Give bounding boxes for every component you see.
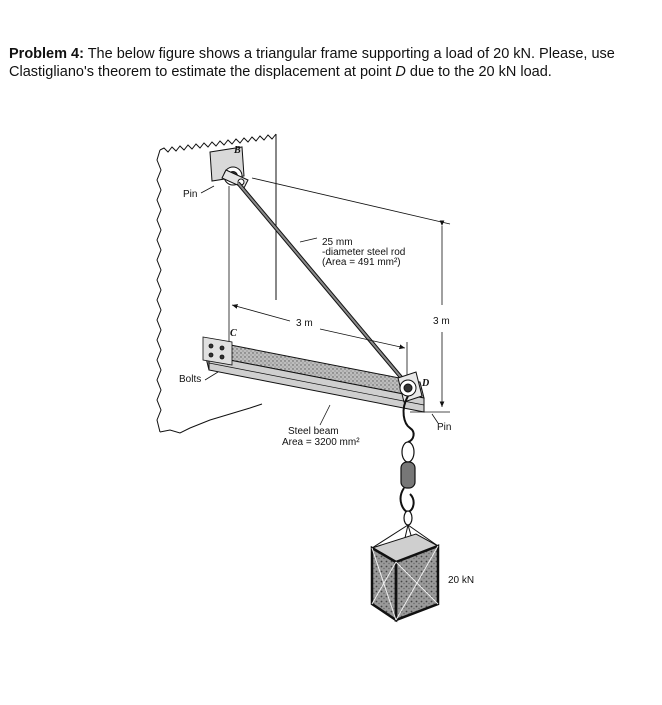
label-pin-top: Pin [183,189,198,200]
bolt-plate-c [203,337,232,365]
beam-label-line1: Steel beam [288,426,339,437]
pin-bracket-b [210,147,248,188]
rod-label-line3: (Area = 491 mm²) [322,257,401,268]
dim-vertical-label: 3 m [433,316,450,327]
label-pin-bottom: Pin [437,422,452,433]
label-c: C [230,328,237,339]
steel-beam [205,340,424,412]
problem-text-2: due to the 20 kN load. [405,64,552,80]
label-d: D [422,378,430,389]
label-bolts: Bolts [179,374,202,385]
load-label: 20 kN [448,575,475,586]
beam-label-line2: Area = 3200 mm² [282,437,360,448]
crate [372,525,438,620]
problem-text-1: The below figure shows a triangular frame supporting a load of 20 kN. Please, use Clastigliano's theorem to estimate the displacement at point [9,46,615,80]
rod-label-line2: -diameter steel rod [322,247,406,258]
problem-point-label: D [395,64,406,80]
problem-heading: Problem 4: [9,46,84,62]
hook-chain [401,396,415,525]
rod-label-line1: 25 mm [322,237,353,248]
label-b: B [234,145,241,156]
dim-horizontal-label: 3 m [296,318,313,329]
